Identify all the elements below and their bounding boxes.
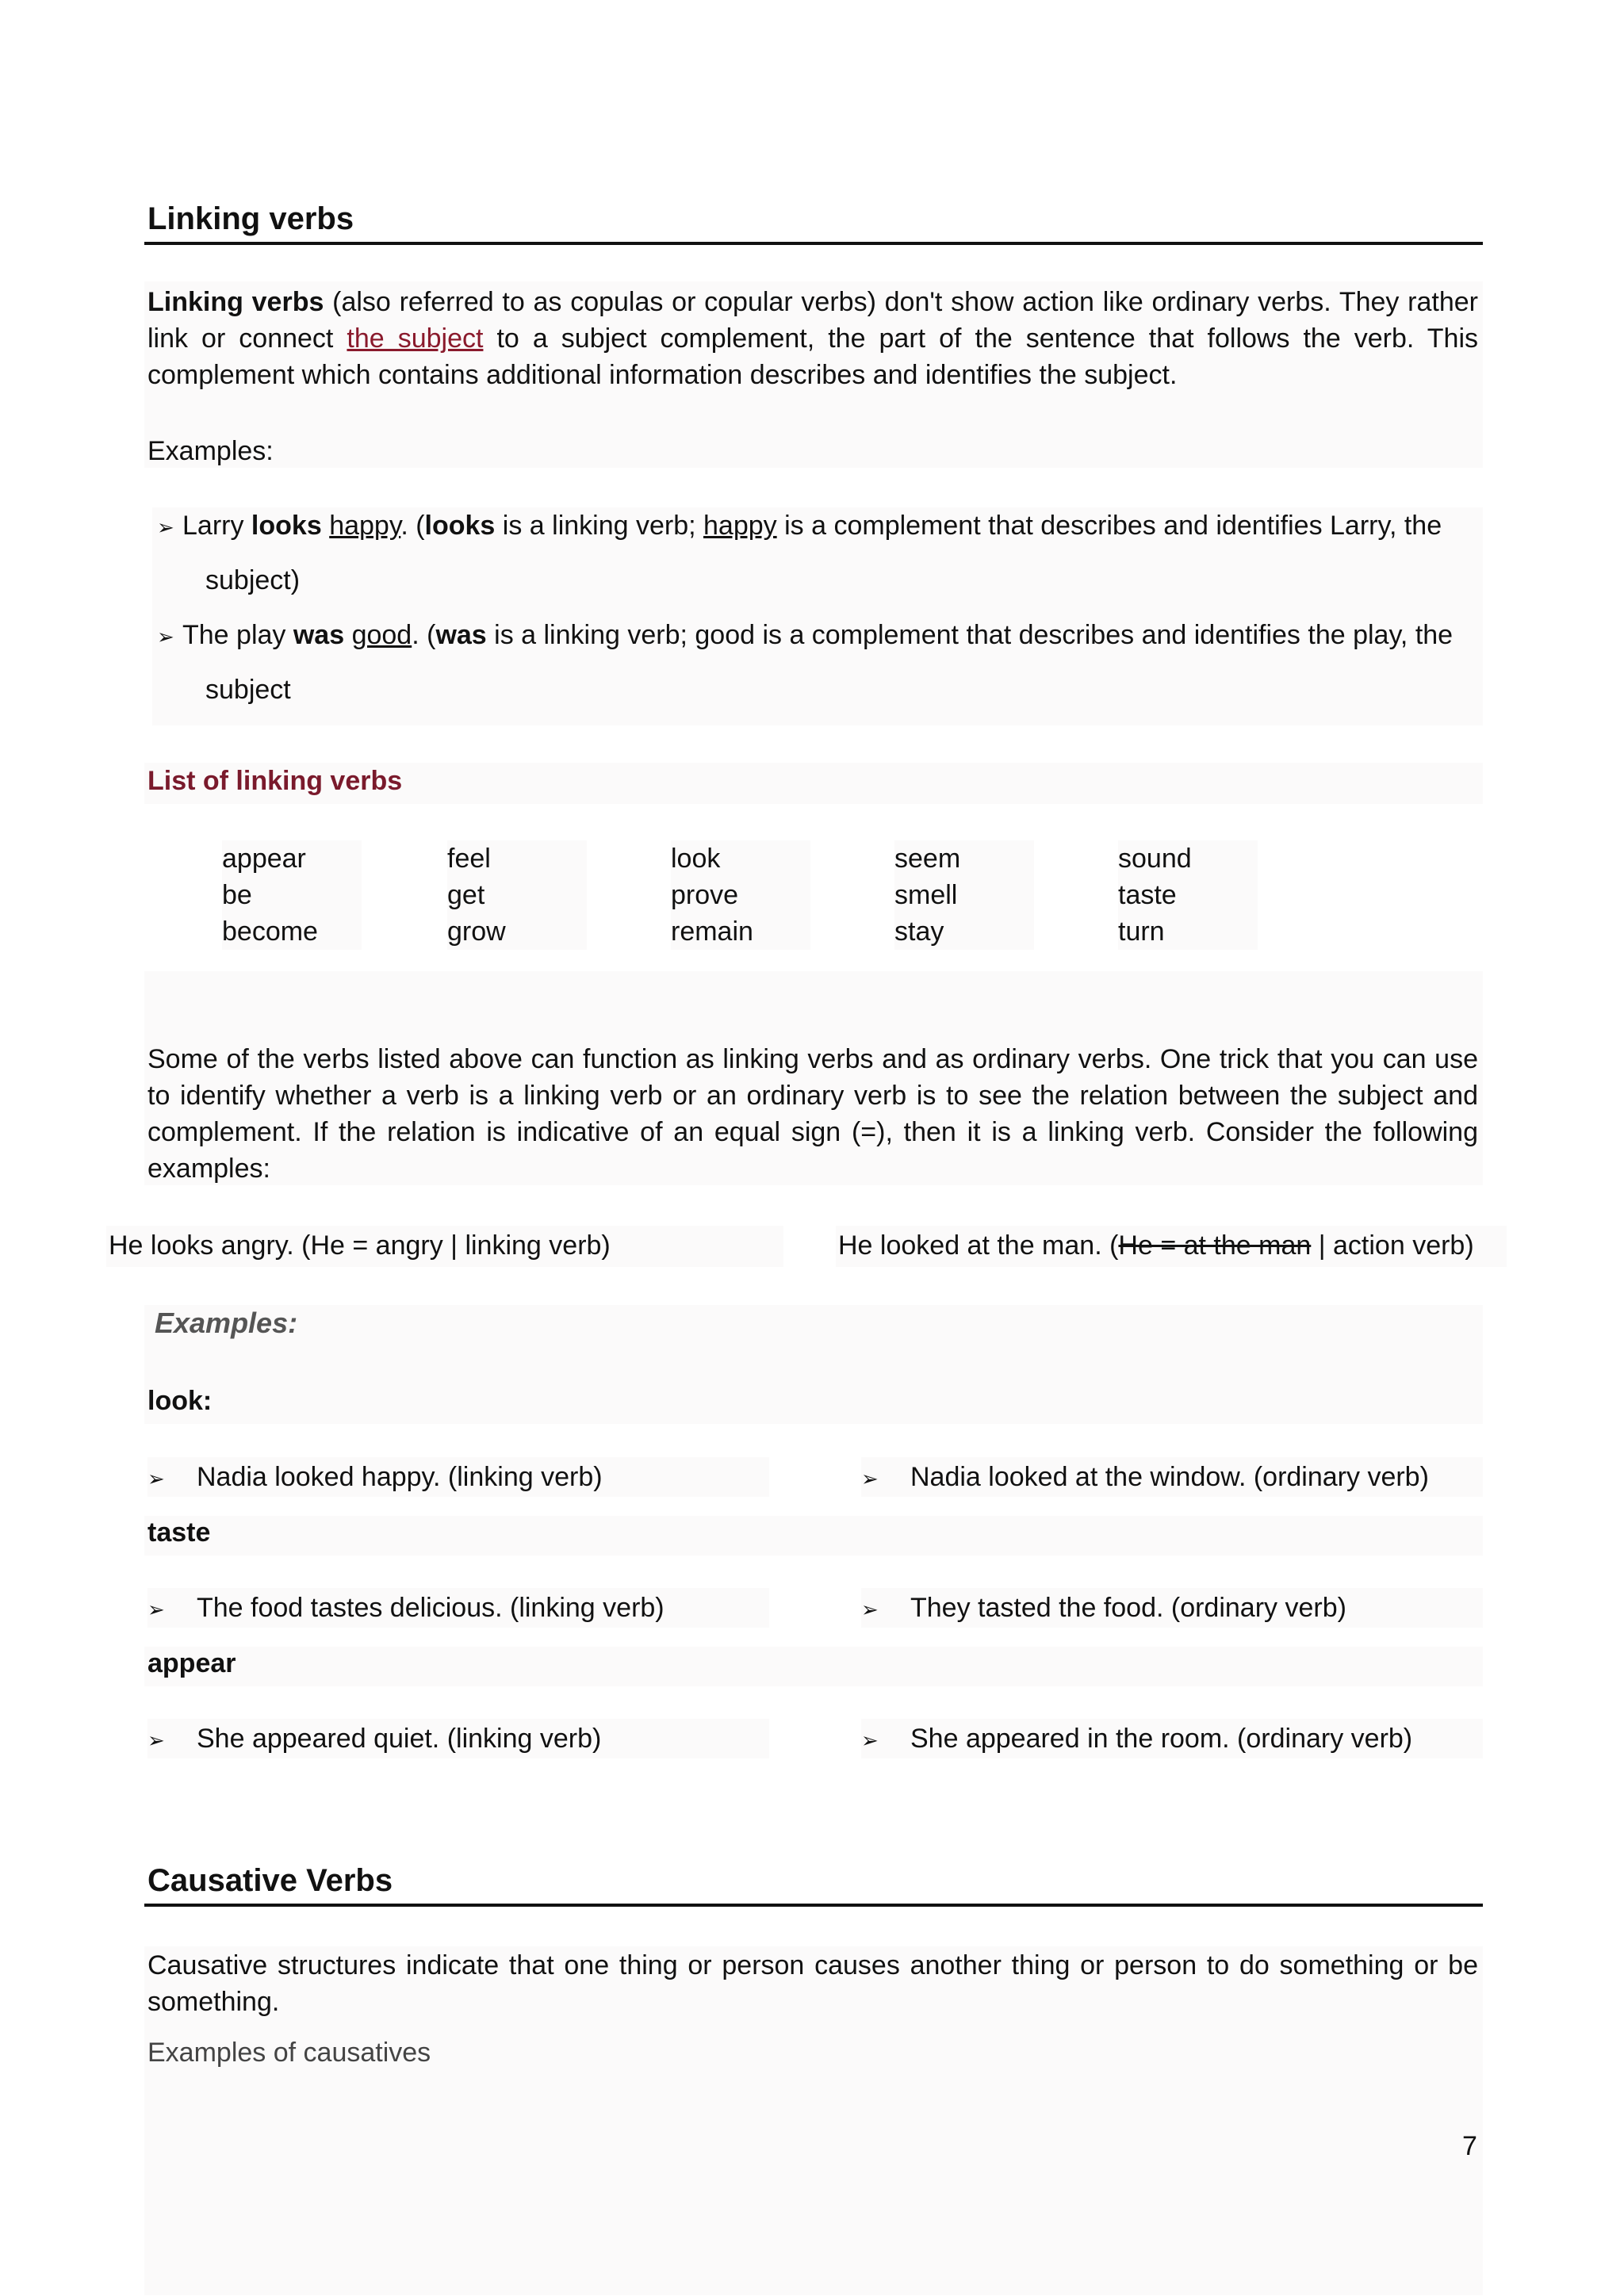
taste-ordinary-example: ➢ They tasted the food. (ordinary verb) xyxy=(861,1590,1346,1628)
group-label-look: look: xyxy=(147,1386,213,1416)
verb-column-2 xyxy=(447,840,587,950)
row-shade xyxy=(144,1516,1483,1556)
verb-column-1 xyxy=(222,840,362,950)
look-linking-example: ➢ Nadia looked happy. (linking verb) xyxy=(147,1459,603,1497)
verb-item: smell xyxy=(894,880,958,910)
compare-action-example: He looked at the man. (He = at the man | action verb) xyxy=(838,1230,1474,1261)
verb-item: grow xyxy=(447,916,506,947)
example-item-1-continuation: subject) xyxy=(205,565,301,595)
verb-column-5 xyxy=(1118,840,1258,950)
title-underline xyxy=(144,242,1483,245)
subject-link[interactable]: the subject xyxy=(347,323,484,354)
arrowhead-bullet-icon: ➢ xyxy=(147,1598,165,1621)
example-item-1: ➢ Larry looks happy. (looks is a linking verb; happy is a complement that describes and identifies Larry, the xyxy=(157,507,1480,545)
verb-column-3 xyxy=(671,840,810,950)
group-label-appear: appear xyxy=(147,1648,236,1678)
row-shade xyxy=(144,1647,1483,1686)
verb-item: turn xyxy=(1118,916,1165,947)
intro-paragraph xyxy=(147,284,1478,393)
verb-item: taste xyxy=(1118,880,1177,910)
causative-paragraph: Causative structures indicate that one thing or person causes another thing or person to do something or be something. xyxy=(147,1950,1478,2017)
page-number: 7 xyxy=(1462,2131,1477,2161)
title-underline xyxy=(144,1904,1483,1907)
arrowhead-bullet-icon: ➢ xyxy=(861,1598,879,1621)
verb-column-4 xyxy=(894,840,1034,950)
intro-term: Linking verbs xyxy=(147,287,324,317)
appear-ordinary-example: ➢ She appeared in the room. (ordinary verb) xyxy=(861,1720,1412,1758)
intro-text-1: (also referred to as copulas or copular verbs) don't show action like ordinary verbs. They rather link or connect xyxy=(147,287,1478,354)
arrowhead-bullet-icon: ➢ xyxy=(147,1728,165,1752)
causatives-examples-label: Examples of causatives xyxy=(147,2038,431,2068)
arrowhead-bullet-icon: ➢ xyxy=(157,625,174,649)
group-label-taste: taste xyxy=(147,1517,211,1548)
section-title-causative-verbs: Causative Verbs xyxy=(147,1863,393,1898)
verb-item: prove xyxy=(671,880,739,910)
taste-linking-example: ➢ The food tastes delicious. (linking verb) xyxy=(147,1590,665,1628)
arrowhead-bullet-icon: ➢ xyxy=(157,515,174,539)
intro-text-2: to a subject complement, the part of the sentence that follows the verb. This complement which contains additional information describes and identifies the subject. xyxy=(147,323,1479,390)
examples-label: Examples: xyxy=(147,436,274,466)
look-ordinary-example: ➢ Nadia looked at the window. (ordinary verb) xyxy=(861,1459,1429,1497)
verb-item: look xyxy=(671,844,721,874)
examples-block-shade xyxy=(144,1305,1483,1424)
verb-item: appear xyxy=(222,844,306,874)
compare-linking-example: He looks angry. (He = angry | linking verb) xyxy=(109,1230,611,1261)
verb-item: get xyxy=(447,880,485,910)
verb-item: stay xyxy=(894,916,944,947)
verb-item: remain xyxy=(671,916,753,947)
verb-item: be xyxy=(222,880,252,910)
arrowhead-bullet-icon: ➢ xyxy=(861,1728,879,1752)
section-title-linking-verbs: Linking verbs xyxy=(147,201,354,236)
list-title: List of linking verbs xyxy=(147,766,403,796)
trick-paragraph: Some of the verbs listed above can function as linking verbs and as ordinary verbs. One trick that you can use to identify whether a verb is a linking verb or an ordinary verb is to see the relation between the subject and complement. If the relation is indicative of an equal sign (=), then it is a linking verb. Consider the following examples: xyxy=(147,1044,1478,1184)
example-item-2-continuation: subject xyxy=(205,675,291,705)
arrowhead-bullet-icon: ➢ xyxy=(147,1467,165,1490)
verb-item: sound xyxy=(1118,844,1192,874)
verb-item: become xyxy=(222,916,318,947)
verb-item: feel xyxy=(447,844,491,874)
struck-relation: He = at the man xyxy=(1118,1230,1312,1261)
verb-item: seem xyxy=(894,844,961,874)
examples-heading: Examples: xyxy=(155,1307,298,1339)
example-item-2: ➢ The play was good. (was is a linking verb; good is a complement that describes and identifies the play, the xyxy=(157,617,1480,655)
arrowhead-bullet-icon: ➢ xyxy=(861,1467,879,1490)
appear-linking-example: ➢ She appeared quiet. (linking verb) xyxy=(147,1720,601,1758)
